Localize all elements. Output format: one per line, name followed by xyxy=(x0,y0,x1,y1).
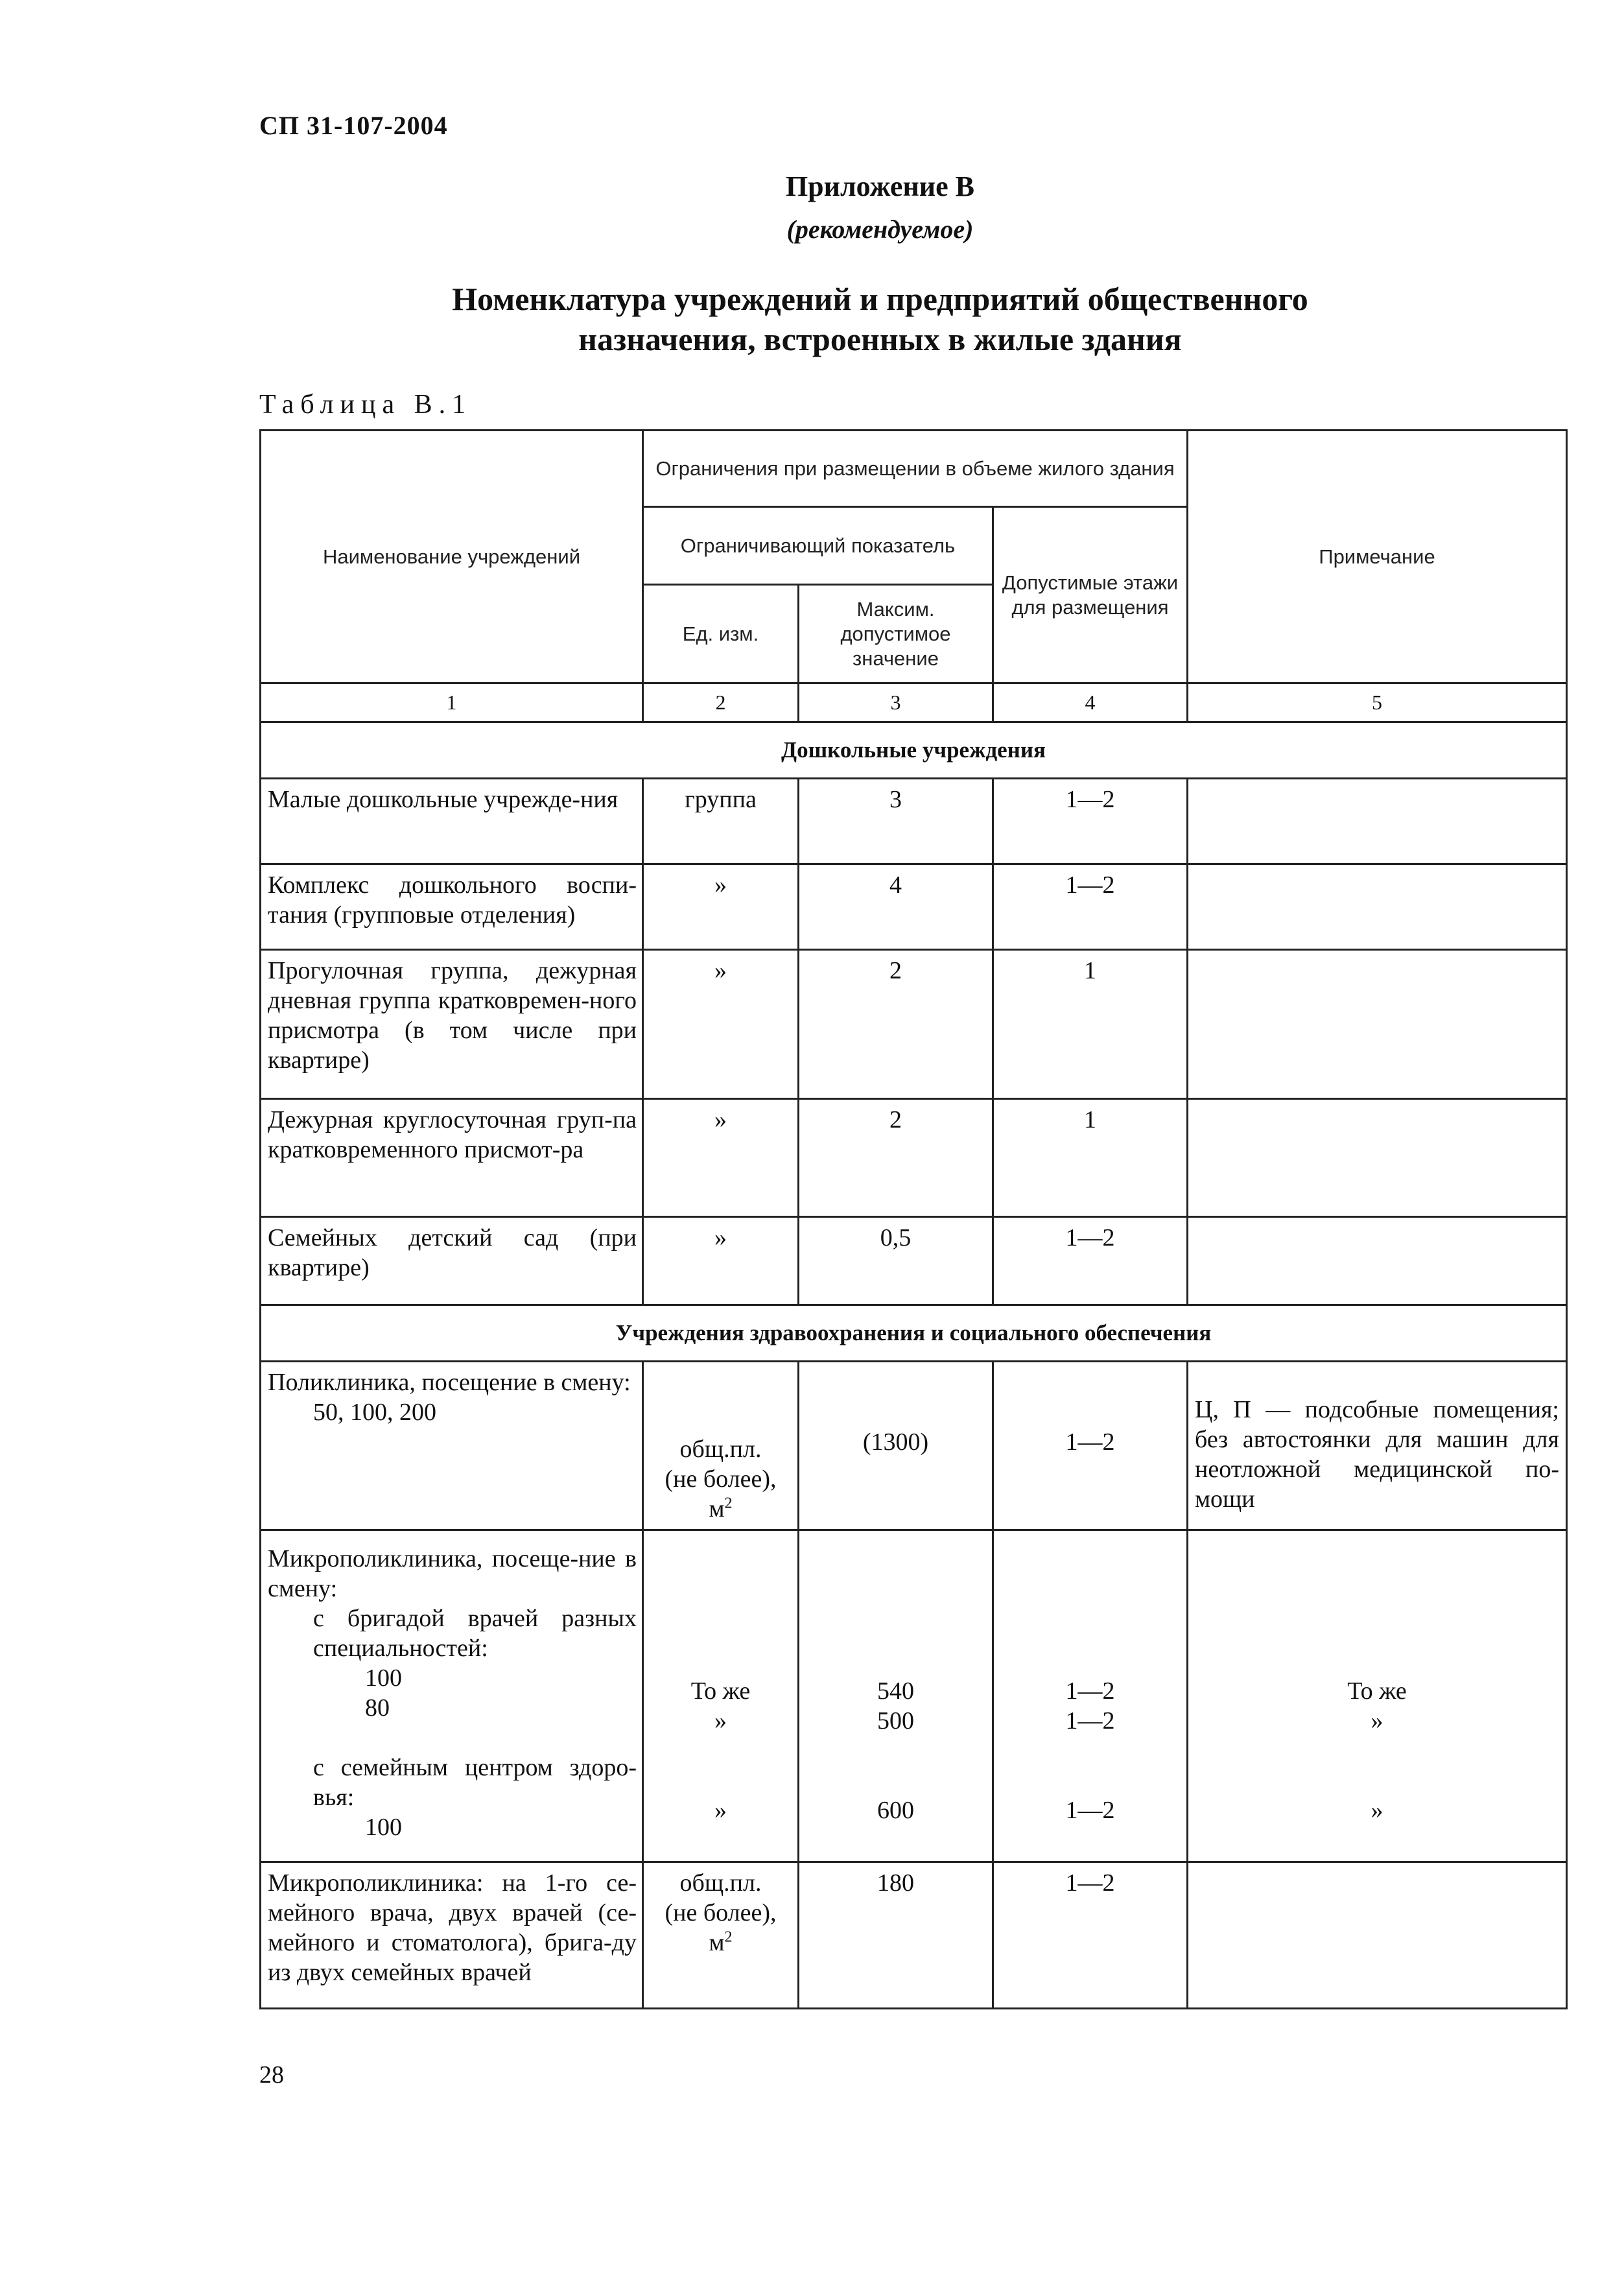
row-max: 3 xyxy=(799,779,993,864)
row-name-sub: с семейным центром здоро-вья: xyxy=(313,1754,637,1811)
spacer xyxy=(1195,1736,1559,1766)
column-number: 3 xyxy=(799,683,993,722)
header-unit: Ед. изм. xyxy=(643,585,799,683)
unit-line: общ.пл. xyxy=(679,1436,762,1463)
spacer xyxy=(268,1723,637,1753)
row-name xyxy=(261,1362,643,1530)
spacer xyxy=(1195,1766,1559,1795)
floors-value: 1—2 xyxy=(1065,1797,1115,1824)
table-row xyxy=(261,950,1567,1099)
row-note xyxy=(1188,864,1567,950)
section-title: Учреждения здравоохранения и социального обеспечения xyxy=(261,1305,1567,1362)
column-number: 2 xyxy=(643,683,799,722)
row-unit: » xyxy=(643,864,799,950)
row-name: Дежурная круглосуточная груп-па кратковременного присмот-ра xyxy=(261,1099,643,1217)
note-value: » xyxy=(1371,1707,1383,1734)
row-floors: 1—2 xyxy=(993,1217,1188,1305)
title-line-2: назначения, встроенных в жилые здания xyxy=(578,321,1182,357)
row-name: Семейных детский сад (при квартире) xyxy=(261,1217,643,1305)
row-floors: 1—2 xyxy=(993,1862,1188,2009)
row-note xyxy=(1188,1217,1567,1305)
unit-line: (не более), xyxy=(665,1899,777,1926)
nomenclature-table-wrapper xyxy=(259,429,1566,2009)
row-floors: 1 xyxy=(993,950,1188,1099)
note-value: То же xyxy=(1347,1677,1407,1705)
title-line-1: Номенклатура учреждений и предприятий общественного xyxy=(452,281,1308,317)
page-title xyxy=(0,279,1624,359)
row-name-line: Микрополиклиника, посеще-ние в смену: xyxy=(268,1545,637,1602)
row-max xyxy=(799,1530,993,1862)
unit-line: м xyxy=(709,1495,725,1522)
unit-line: » xyxy=(714,1797,727,1824)
section-header-healthcare xyxy=(261,1305,1567,1362)
header-name: Наименование учреждений xyxy=(261,431,643,683)
appendix-subtitle: (рекомендуемое) xyxy=(786,215,974,244)
row-floors xyxy=(993,1530,1188,1862)
spacer xyxy=(1000,1736,1180,1766)
row-name xyxy=(261,1530,643,1862)
section-header-preschool xyxy=(261,722,1567,779)
row-name-line: Поликлиника, посещение в смену: xyxy=(268,1369,631,1396)
unit-superscript: 2 xyxy=(724,1928,733,1946)
row-name: Комплекс дошкольного воспи-тания (групповые отделения) xyxy=(261,864,643,950)
spacer xyxy=(650,1736,791,1766)
row-max: 2 xyxy=(799,1099,993,1217)
row-max: 180 xyxy=(799,1862,993,2009)
table-row xyxy=(261,779,1567,864)
row-name: Микрополиклиника: на 1-го се-мейного врача, двух врачей (се-мейного и стоматолога), брига-ду из двух семейных врачей xyxy=(261,1862,643,2009)
row-note xyxy=(1188,950,1567,1099)
column-number: 4 xyxy=(993,683,1188,722)
header-floors: Допустимые этажи для размещения xyxy=(993,507,1188,683)
table-row xyxy=(261,864,1567,950)
unit-line: То же xyxy=(690,1677,751,1705)
unit-line: м xyxy=(709,1929,725,1956)
row-name: Малые дошкольные учрежде-ния xyxy=(261,779,643,864)
spacer xyxy=(806,1766,985,1795)
row-unit xyxy=(643,1862,799,2009)
row-max: (1300) xyxy=(799,1362,993,1530)
row-max: 0,5 xyxy=(799,1217,993,1305)
spacer xyxy=(806,1736,985,1766)
table-row xyxy=(261,1362,1567,1530)
row-name-value: 100 xyxy=(365,1814,402,1841)
column-numbers-row xyxy=(261,683,1567,722)
row-name-value: 80 xyxy=(365,1694,390,1722)
table-label: Таблица В.1 xyxy=(259,390,473,420)
row-note xyxy=(1188,1099,1567,1217)
max-value: 600 xyxy=(877,1797,914,1824)
unit-line: » xyxy=(714,1707,727,1734)
row-note xyxy=(1188,1862,1567,2009)
row-name: Прогулочная группа, дежурная дневная группа кратковремен-ного присмотра (в том числе при квартире) xyxy=(261,950,643,1099)
row-name-value: 100 xyxy=(365,1664,402,1692)
max-value: 540 xyxy=(877,1677,914,1705)
row-unit xyxy=(643,1530,799,1862)
row-unit: группа xyxy=(643,779,799,864)
row-note xyxy=(1188,1530,1567,1862)
nomenclature-table xyxy=(259,429,1568,2009)
row-name-sub: с бригадой врачей разных специальностей: xyxy=(313,1605,637,1662)
appendix-title: Приложение В xyxy=(785,171,975,202)
row-floors: 1—2 xyxy=(993,779,1188,864)
column-number: 1 xyxy=(261,683,643,722)
row-unit: » xyxy=(643,1217,799,1305)
spacer xyxy=(1000,1766,1180,1795)
row-max: 2 xyxy=(799,950,993,1099)
unit-line: (не более), xyxy=(665,1465,777,1493)
page-number: 28 xyxy=(259,2061,284,2089)
section-title: Дошкольные учреждения xyxy=(261,722,1567,779)
header-limiting-indicator: Ограничивающий показатель xyxy=(643,507,993,585)
table-row xyxy=(261,1530,1567,1862)
row-floors: 1—2 xyxy=(993,1362,1188,1530)
row-unit: » xyxy=(643,950,799,1099)
row-unit: » xyxy=(643,1099,799,1217)
row-note: Ц, П — подсобные помещения; без автостоянки для машин для неотложной медицинской по-мощи xyxy=(1188,1362,1567,1530)
row-max: 4 xyxy=(799,864,993,950)
floors-value: 1—2 xyxy=(1065,1707,1115,1734)
document-code: СП 31-107-2004 xyxy=(259,111,448,140)
unit-superscript: 2 xyxy=(724,1495,733,1512)
row-floors: 1—2 xyxy=(993,864,1188,950)
floors-value: 1—2 xyxy=(1065,1677,1115,1705)
table-row xyxy=(261,1862,1567,2009)
row-floors: 1 xyxy=(993,1099,1188,1217)
header-restrictions: Ограничения при размещении в объеме жилого здания xyxy=(643,431,1188,507)
row-unit xyxy=(643,1362,799,1530)
column-number: 5 xyxy=(1188,683,1567,722)
unit-line: общ.пл. xyxy=(679,1869,762,1897)
max-value: 500 xyxy=(877,1707,914,1734)
row-note xyxy=(1188,779,1567,864)
table-row xyxy=(261,1099,1567,1217)
spacer xyxy=(650,1766,791,1795)
row-name-sub: 50, 100, 200 xyxy=(313,1399,436,1426)
header-note: Примечание xyxy=(1188,431,1567,683)
table-row xyxy=(261,1217,1567,1305)
note-value: » xyxy=(1371,1797,1383,1824)
header-max-value: Максим. допустимое значение xyxy=(799,585,993,683)
